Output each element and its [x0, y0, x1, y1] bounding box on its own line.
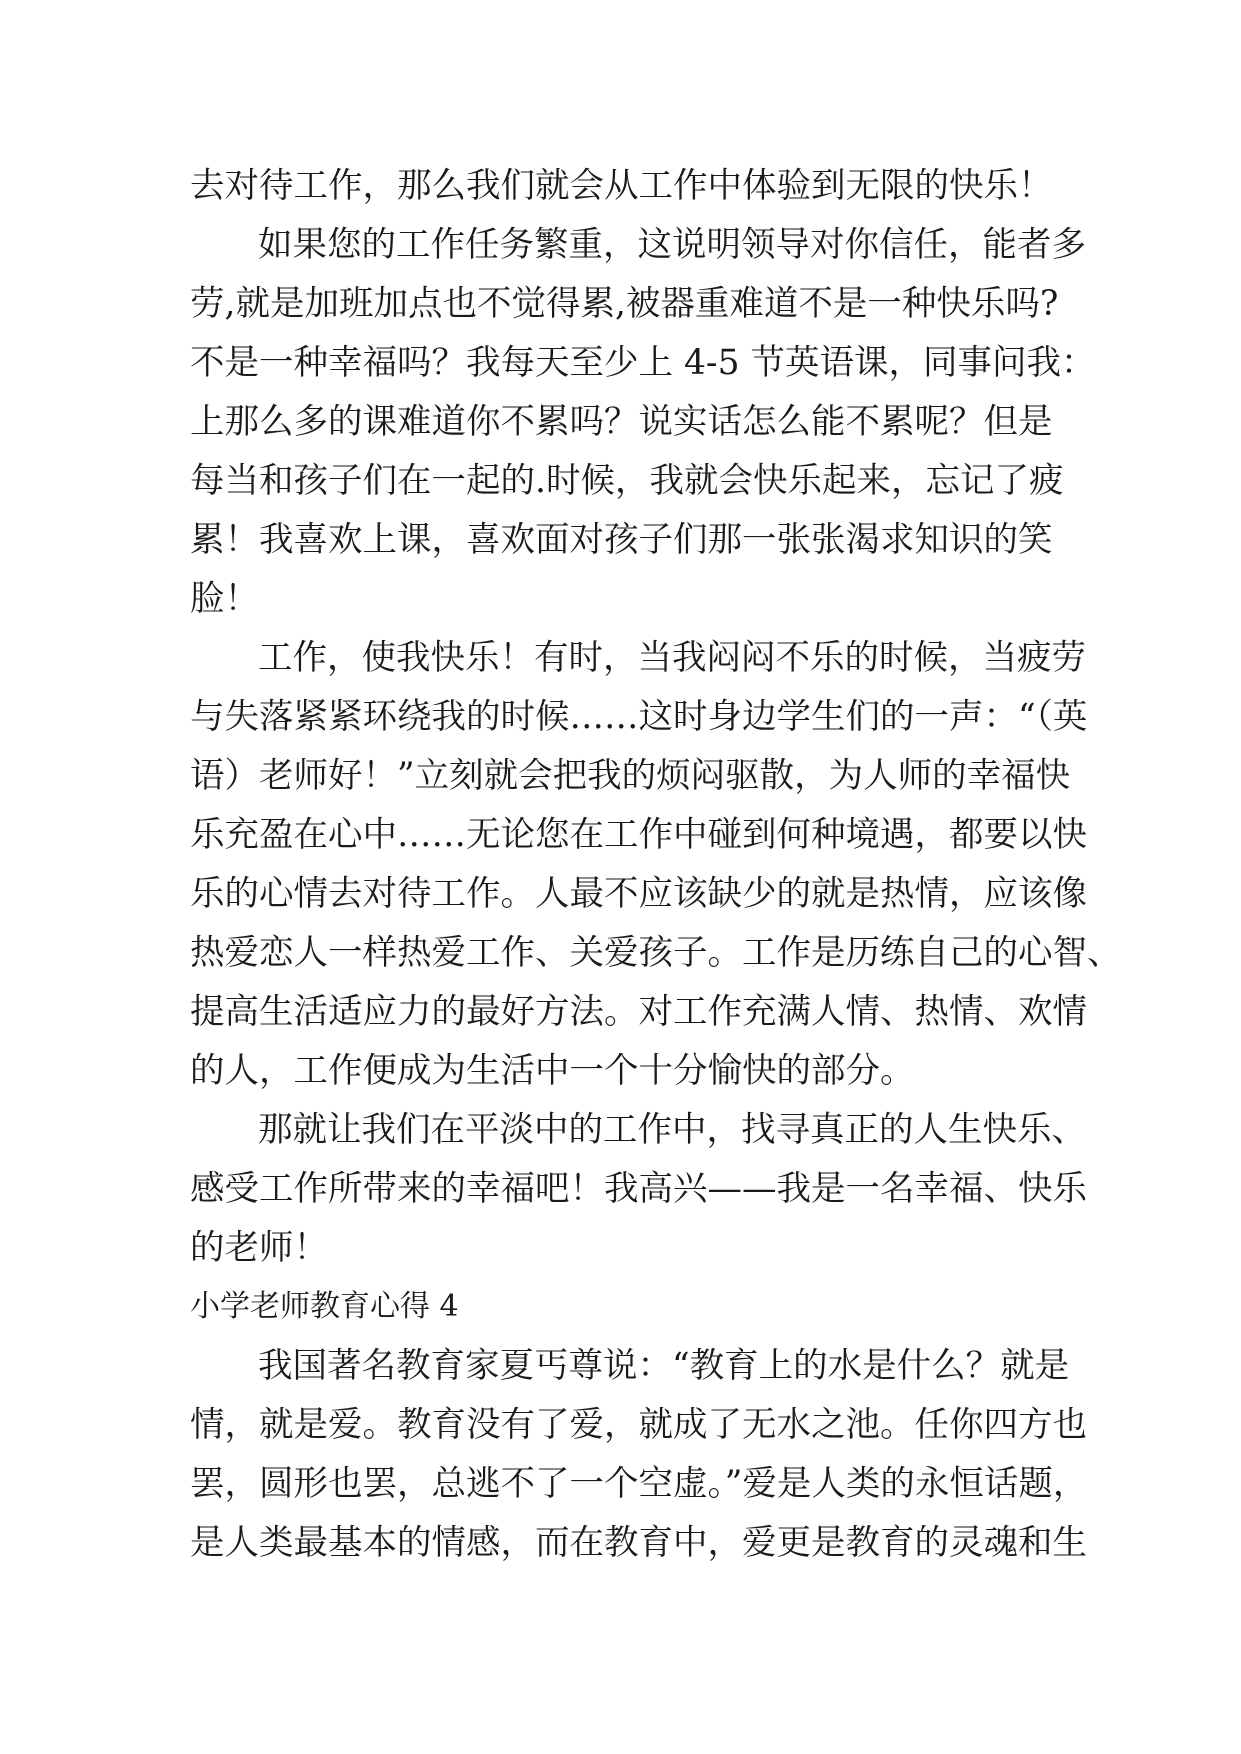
text-line: 不是一种幸福吗？我每天至少上 4-5 节英语课，同事问我： [190, 343, 1096, 383]
paragraph-first-line: 如果您的工作任务繁重，这说明领导对你信任，能者多 [258, 225, 1086, 265]
text-line: 罢，圆形也罢，总逃不了一个空虚。”爱是人类的永恒话题， [190, 1464, 1088, 1504]
text-line: 语）老师好！”立刻就会把我的烦闷驱散，为人师的幸福快 [190, 756, 1071, 796]
text-line: 是人类最基本的情感，而在教育中，爱更是教育的灵魂和生 [190, 1523, 1087, 1563]
text-line: 情，就是爱。教育没有了爱，就成了无水之池。任你四方也 [190, 1405, 1087, 1445]
paragraph-first-line: 工作，使我快乐！有时，当我闷闷不乐的时候，当疲劳 [258, 638, 1086, 678]
text-line: 脸！ [190, 579, 259, 619]
text-line: 热爱恋人一样热爱工作、关爱孩子。工作是历练自己的心智、 [190, 933, 1122, 973]
text-line: 提高生活适应力的最好方法。对工作充满人情、热情、欢情 [190, 992, 1087, 1032]
text-line: 乐的心情去对待工作。人最不应该缺少的就是热情，应该像 [190, 874, 1087, 914]
text-line: 劳,就是加班加点也不觉得累,被器重难道不是一种快乐吗? [190, 284, 1059, 324]
text-line: 累！我喜欢上课，喜欢面对孩子们那一张张渴求知识的笑 [190, 520, 1053, 560]
text-line: 的老师！ [190, 1228, 328, 1268]
text-line: 去对待工作，那么我们就会从工作中体验到无限的快乐！ [190, 166, 1053, 206]
text-line: 的人，工作便成为生活中一个十分愉快的部分。 [190, 1051, 915, 1091]
text-line: 乐充盈在心中……无论您在工作中碰到何种境遇，都要以快 [190, 815, 1087, 855]
paragraph-first-line: 我国著名教育家夏丐尊说：“教育上的水是什么？就是 [258, 1346, 1070, 1386]
paragraph-first-line: 那就让我们在平淡中的工作中，找寻真正的人生快乐、 [258, 1110, 1086, 1150]
text-line: 感受工作所带来的幸福吧！我高兴——我是一名幸福、快乐 [190, 1169, 1087, 1209]
text-line: 每当和孩子们在一起的.时候，我就会快乐起来，忘记了疲 [190, 461, 1064, 501]
text-line: 上那么多的课难道你不累吗？说实话怎么能不累呢？但是 [190, 402, 1053, 442]
text-line: 与失落紧紧环绕我的时候……这时身边学生们的一声：“（英 [190, 697, 1088, 737]
section-heading: 小学老师教育心得 4 [190, 1289, 459, 1324]
